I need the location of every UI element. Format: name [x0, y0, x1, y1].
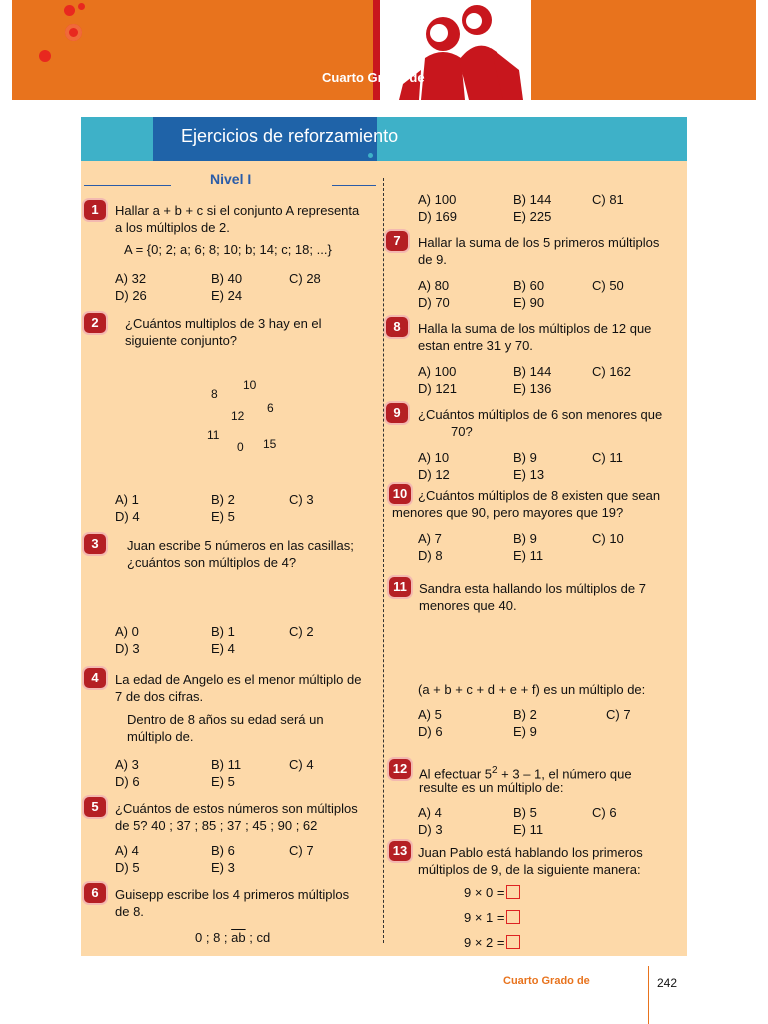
question-text: Juan Pablo está hablando los primeros: [418, 845, 643, 860]
option-c: C) 81: [592, 192, 624, 207]
set-number: 8: [211, 387, 218, 401]
question-text: Halla la suma de los múltiplos de 12 que: [418, 321, 652, 336]
multiplication-expression: 9 × 1 =: [464, 910, 505, 925]
page-title: Ejercicios de reforzamiento: [181, 126, 399, 146]
option-b: B) 144: [513, 364, 552, 379]
header-divider: [373, 0, 380, 100]
question-text: ¿Cuántos de estos números son múltiplos: [115, 801, 358, 816]
question-number-badge: 13: [389, 841, 411, 861]
multiplication-row: [464, 884, 520, 901]
decor-dot: [368, 153, 373, 158]
question-text: Guisepp escribe los 4 primeros múltiplos: [115, 887, 350, 902]
option-b: B) 11: [211, 757, 242, 772]
footer-divider: [648, 966, 649, 1024]
question-number-badge: 7: [386, 231, 408, 251]
question-text: Hallar la suma de los 5 primeros múltiplos: [418, 235, 660, 250]
decor-dot: [64, 5, 75, 16]
header-title: Cuarto Grado de: [322, 70, 425, 85]
question-text: ¿cuántos son múltiplos de 4?: [127, 555, 297, 570]
option-d: D) 6: [115, 774, 140, 789]
option-d: D) 5: [115, 860, 140, 875]
option-e: E) 90: [513, 295, 545, 310]
set-number: 15: [263, 437, 277, 451]
footer-title: Cuarto Grado de: [503, 975, 590, 987]
option-e: E) 13: [513, 467, 545, 482]
multiplication-expression: 9 × 0 =: [464, 885, 505, 900]
number-sequence: [195, 929, 270, 946]
option-c: C) 50: [592, 278, 624, 293]
set-number: 11: [207, 428, 220, 442]
question-text: Sandra esta hallando los múltiplos de 7: [419, 581, 646, 596]
question-text: menores que 40.: [419, 598, 517, 613]
question-number-badge: 5: [84, 797, 106, 817]
option-a: A) 10: [418, 450, 450, 465]
question-text: (a + b + c + d + e + f) es un múltiplo de:: [418, 682, 646, 697]
option-d: D) 3: [418, 822, 443, 837]
option-d: D) 12: [418, 467, 450, 482]
option-a: A) 4: [418, 805, 442, 820]
question-text: ¿Cuántos múltiplos de 8 existen que sean: [418, 488, 661, 503]
question-text: múltiplos de 9, de la siguiente manera:: [418, 862, 641, 877]
decor-dot: [65, 24, 82, 41]
option-e: E) 225: [513, 209, 552, 224]
set-number: 12: [231, 409, 245, 423]
option-c: C) 7: [606, 707, 631, 722]
sequence-start: 0 ; 8 ;: [195, 930, 228, 945]
sequence-cd: ; cd: [249, 930, 271, 945]
option-b: B) 5: [513, 805, 537, 820]
option-e: E) 11: [513, 822, 544, 837]
question-text: 70?: [451, 424, 473, 439]
decor-dot: [39, 50, 51, 62]
option-e: E) 9: [513, 724, 537, 739]
question-text: siguiente conjunto?: [125, 333, 238, 348]
question-number-badge: 9: [386, 403, 408, 423]
option-d: D) 8: [418, 548, 443, 563]
question-text: a los múltiplos de 2.: [115, 220, 230, 235]
set-number: 0: [237, 440, 244, 454]
option-d: D) 26: [115, 288, 147, 303]
answer-box: [506, 935, 520, 949]
question-text: menores que 90, pero mayores que 19?: [392, 505, 624, 520]
option-e: E) 11: [513, 548, 544, 563]
question-number-badge: 1: [84, 200, 106, 220]
question-text: 7 de dos cifras.: [115, 689, 204, 704]
question-text: ¿Cuántos multiplos de 3 hay en el: [125, 316, 322, 331]
page-number: 242: [657, 976, 678, 990]
option-b: B) 6: [211, 843, 235, 858]
question-text: de 5? 40 ; 37 ; 85 ; 37 ; 45 ; 90 ; 62: [115, 818, 318, 833]
option-c: C) 7: [289, 843, 314, 858]
option-a: A) 1: [115, 492, 139, 507]
multiplication-expression: 9 × 2 =: [464, 935, 505, 950]
option-a: A) 100: [418, 364, 457, 379]
question-number-badge: 3: [84, 534, 106, 554]
decor-dot: [78, 3, 85, 10]
option-d: D) 4: [115, 509, 140, 524]
option-a: A) 3: [115, 757, 139, 772]
multiplication-row: [464, 909, 520, 926]
option-b: B) 144: [513, 192, 552, 207]
option-c: C) 2: [289, 624, 314, 639]
option-b: B) 9: [513, 531, 537, 546]
question-text: Hallar a + b + c si el conjunto A representa: [115, 203, 360, 218]
option-e: E) 136: [513, 381, 552, 396]
option-c: C) 4: [289, 757, 314, 772]
option-b: B) 40: [211, 271, 243, 286]
question-number-badge: 2: [84, 313, 106, 333]
option-b: B) 9: [513, 450, 537, 465]
option-c: C) 10: [592, 531, 624, 546]
answer-box: [506, 885, 520, 899]
option-a: A) 100: [418, 192, 457, 207]
header-photo: [373, 0, 531, 100]
option-c: C) 6: [592, 805, 617, 820]
question-number-badge: 10: [389, 484, 411, 504]
option-a: A) 5: [418, 707, 442, 722]
set-number: 6: [267, 401, 274, 415]
option-a: A) 0: [115, 624, 139, 639]
question-text: de 9.: [418, 252, 447, 267]
question-number-badge: 11: [389, 577, 411, 597]
question-text: Juan escribe 5 números en las casillas;: [127, 538, 354, 553]
option-b: B) 1: [211, 624, 235, 639]
option-e: E) 4: [211, 641, 235, 656]
section-rule: [332, 185, 376, 186]
option-e: E) 5: [211, 774, 235, 789]
question-text: múltiplo de.: [127, 729, 194, 744]
option-a: A) 7: [418, 531, 442, 546]
section-rule: [84, 185, 171, 186]
exponent: 2: [492, 765, 498, 776]
option-c: C) 162: [592, 364, 632, 379]
option-a: A) 4: [115, 843, 139, 858]
sequence-ab: $\overline{ab}$: [231, 930, 246, 945]
children-photo-icon: [373, 0, 531, 100]
question-number-badge: 4: [84, 668, 106, 688]
question-text: ¿Cuántos múltiplos de 6 son menores que: [418, 407, 663, 422]
expression-start: Al efectuar 5: [419, 766, 492, 782]
question-text: La edad de Angelo es el menor múltiplo de: [115, 672, 362, 687]
option-b: B) 2: [513, 707, 537, 722]
option-c: C) 11: [592, 450, 623, 465]
option-d: D) 169: [418, 209, 458, 224]
option-b: B) 60: [513, 278, 545, 293]
option-c: C) 3: [289, 492, 314, 507]
question-number-badge: 12: [389, 759, 411, 779]
option-a: A) 80: [418, 278, 450, 293]
option-a: A) 32: [115, 271, 147, 286]
column-divider: [383, 178, 384, 943]
option-d: D) 3: [115, 641, 140, 656]
question-text: Dentro de 8 años su edad será un: [127, 712, 324, 727]
question-text: resulte es un múltiplo de:: [419, 780, 564, 795]
option-d: D) 121: [418, 381, 458, 396]
option-d: D) 6: [418, 724, 443, 739]
expression-end: + 3 – 1, el número que: [497, 766, 632, 782]
option-e: E) 5: [211, 509, 235, 524]
question-number-badge: 6: [84, 883, 106, 903]
question-text: estan entre 31 y 70.: [418, 338, 533, 353]
option-e: E) 3: [211, 860, 235, 875]
set-number: 10: [243, 378, 257, 392]
option-d: D) 70: [418, 295, 450, 310]
option-b: B) 2: [211, 492, 235, 507]
question-text: de 8.: [115, 904, 144, 919]
option-e: E) 24: [211, 288, 243, 303]
section-label: Nivel I: [210, 171, 252, 187]
question-number-badge: 8: [386, 317, 408, 337]
option-c: C) 28: [289, 271, 321, 286]
answer-box: [506, 910, 520, 924]
multiplication-row: [464, 934, 520, 951]
question-set: A = {0; 2; a; 6; 8; 10; b; 14; c; 18; ...}: [124, 242, 332, 257]
